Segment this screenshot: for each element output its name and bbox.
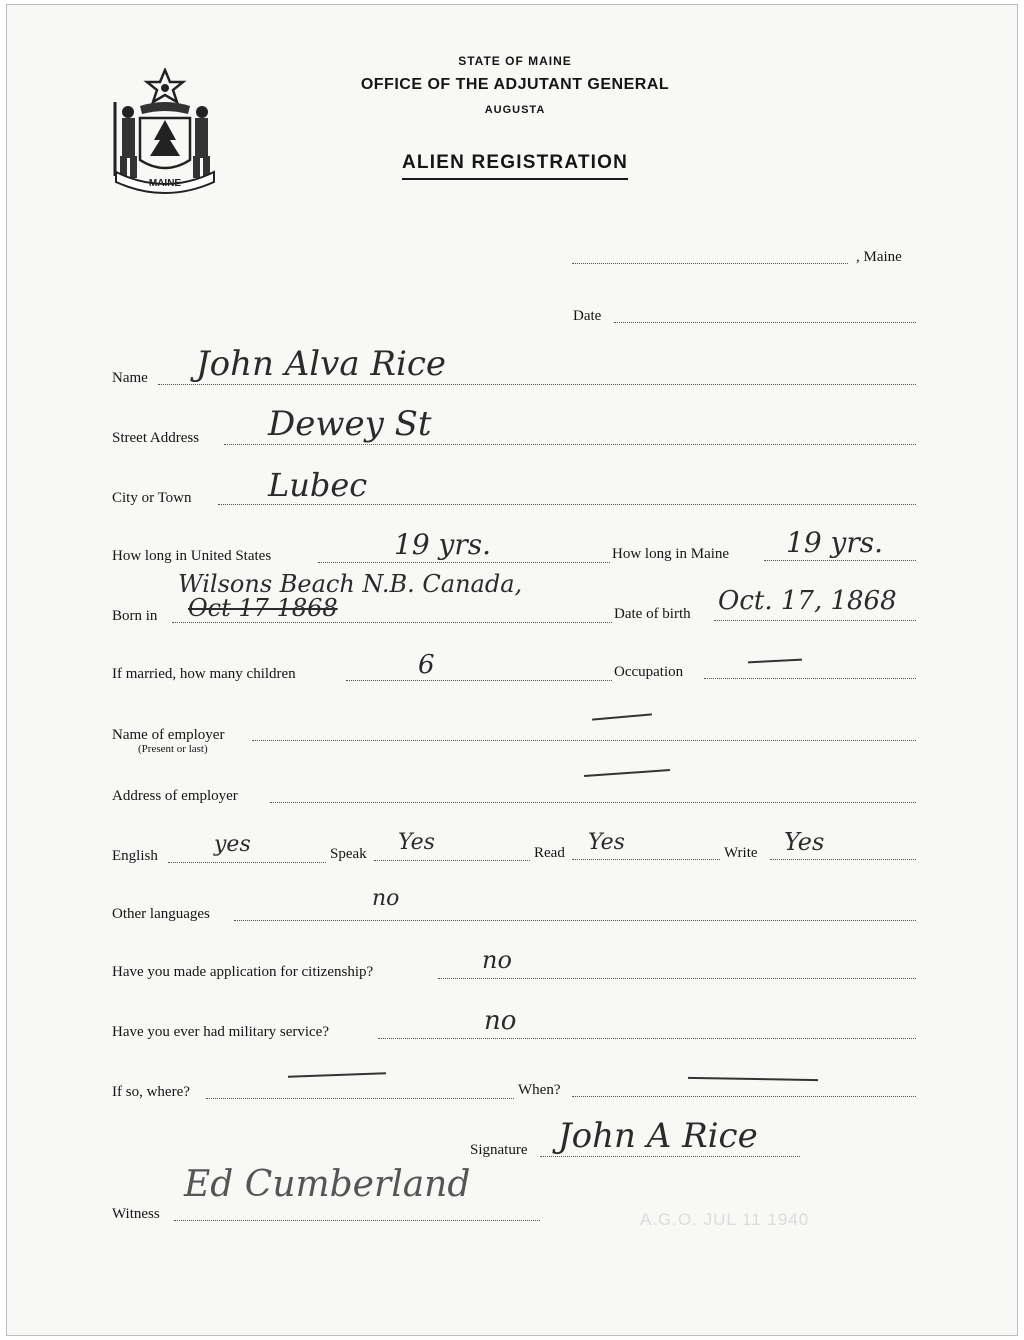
read-value: Yes bbox=[588, 830, 625, 855]
place-suffix: , Maine bbox=[856, 249, 902, 265]
city-heading: AUGUSTA bbox=[484, 104, 546, 116]
read-label: Read bbox=[534, 845, 565, 861]
city-value: Lubec bbox=[268, 466, 368, 504]
employer-address-label: Address of employer bbox=[112, 788, 238, 804]
name-field[interactable] bbox=[158, 384, 916, 385]
other-languages-field[interactable] bbox=[234, 920, 916, 921]
when-field[interactable] bbox=[572, 1096, 916, 1097]
how-long-maine-value: 19 yrs. bbox=[786, 526, 884, 559]
title-wrap bbox=[315, 152, 715, 180]
office-heading: OFFICE OF THE ADJUTANT GENERAL bbox=[360, 76, 670, 93]
where-field[interactable] bbox=[206, 1098, 514, 1099]
signature-label: Signature bbox=[470, 1142, 528, 1158]
speak-label: Speak bbox=[330, 846, 367, 862]
english-label: English bbox=[112, 848, 158, 864]
born-in-label: Born in bbox=[112, 608, 158, 624]
how-long-us-field[interactable] bbox=[318, 562, 610, 563]
other-languages-value: no bbox=[372, 886, 400, 911]
speak-value: Yes bbox=[398, 830, 435, 855]
street-field[interactable] bbox=[224, 444, 916, 445]
english-value: yes bbox=[214, 832, 251, 857]
when-label: When? bbox=[518, 1082, 561, 1098]
city-label: City or Town bbox=[112, 490, 192, 506]
maine-state-seal bbox=[110, 68, 220, 196]
born-in-struck-value: Oct 17 1868 bbox=[188, 594, 338, 622]
how-long-maine-label: How long in Maine bbox=[612, 546, 730, 562]
speak-field[interactable] bbox=[374, 860, 530, 861]
received-stamp: A.G.O. JUL 11 1940 bbox=[640, 1210, 810, 1229]
children-field[interactable] bbox=[346, 680, 612, 681]
date-field[interactable] bbox=[614, 322, 916, 323]
employer-address-field[interactable] bbox=[270, 802, 916, 803]
write-label: Write bbox=[724, 845, 758, 861]
how-long-us-value: 19 yrs. bbox=[394, 528, 492, 561]
witness-label: Witness bbox=[112, 1206, 160, 1222]
military-field[interactable] bbox=[378, 1038, 916, 1039]
street-label: Street Address bbox=[112, 430, 200, 446]
how-long-us-label: How long in United States bbox=[112, 548, 272, 564]
citizenship-field[interactable] bbox=[438, 978, 916, 979]
street-value: Dewey St bbox=[268, 404, 432, 444]
write-field[interactable] bbox=[770, 859, 916, 860]
dob-field[interactable] bbox=[714, 620, 916, 621]
citizenship-label: Have you made application for citizenship? bbox=[112, 964, 374, 980]
english-field[interactable] bbox=[168, 862, 326, 863]
military-value: no bbox=[484, 1006, 517, 1036]
witness-value: Ed Cumberland bbox=[184, 1164, 471, 1205]
seal-banner-text: MAINE bbox=[148, 178, 182, 189]
employer-field[interactable] bbox=[252, 740, 916, 741]
write-value: Yes bbox=[784, 828, 825, 856]
born-in-value: Wilsons Beach N.B. Canada, bbox=[178, 570, 523, 598]
witness-field[interactable] bbox=[174, 1220, 540, 1221]
name-value: John Alva Rice bbox=[196, 344, 447, 384]
dob-label: Date of birth bbox=[614, 606, 691, 622]
employer-label: Name of employer bbox=[112, 727, 225, 743]
place-field[interactable] bbox=[572, 263, 848, 264]
born-in-field[interactable] bbox=[172, 622, 612, 623]
children-label: If married, how many children bbox=[112, 666, 296, 682]
other-languages-label: Other languages bbox=[112, 906, 210, 922]
form-title: ALIEN REGISTRATION bbox=[402, 152, 628, 180]
signature-value: John A Rice bbox=[558, 1116, 758, 1156]
occupation-field[interactable] bbox=[704, 678, 916, 679]
name-label: Name bbox=[112, 370, 148, 386]
read-field[interactable] bbox=[572, 859, 720, 860]
occupation-label: Occupation bbox=[614, 664, 684, 680]
signature-field[interactable] bbox=[540, 1156, 800, 1157]
date-label: Date bbox=[573, 308, 602, 324]
city-field[interactable] bbox=[218, 504, 916, 505]
how-long-maine-field[interactable] bbox=[764, 560, 916, 561]
state-heading: STATE OF MAINE bbox=[458, 54, 572, 68]
military-label: Have you ever had military service? bbox=[112, 1024, 329, 1040]
where-label: If so, where? bbox=[112, 1084, 190, 1100]
dob-value: Oct. 17, 1868 bbox=[718, 586, 897, 616]
citizenship-value: no bbox=[482, 946, 512, 974]
children-value: 6 bbox=[418, 650, 435, 680]
employer-sublabel: (Present or last) bbox=[138, 743, 208, 755]
